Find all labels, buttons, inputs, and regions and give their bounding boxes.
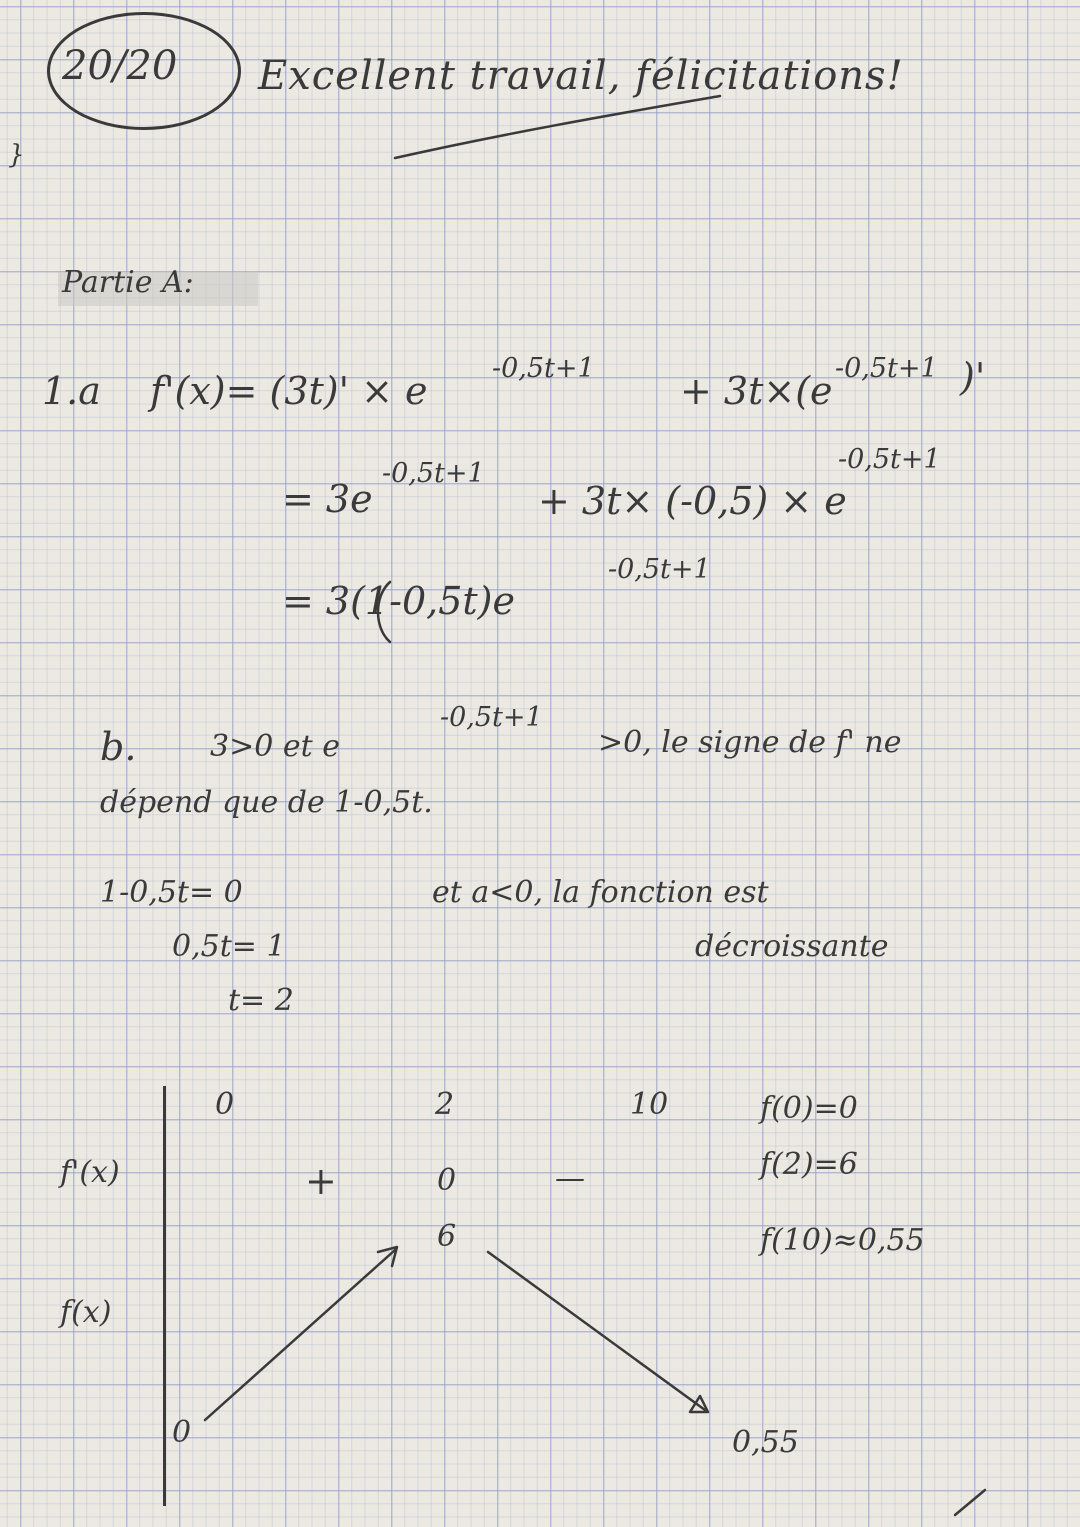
- row-label-function: f(x): [60, 1295, 112, 1330]
- question-1a-label: 1.a: [42, 369, 101, 413]
- f-value-at-0: 0: [172, 1415, 192, 1450]
- derivative-line-1-term-exponent: -0,5t+1: [835, 353, 938, 384]
- comment-underline-stroke: [395, 96, 720, 158]
- grade: 20/20: [62, 43, 178, 89]
- increasing-arrow: [205, 1250, 395, 1420]
- sign-line-2: dépend que de 1-0,5t.: [100, 785, 433, 820]
- margin-mark: }: [8, 140, 25, 170]
- value-f0: f(0)=0: [760, 1091, 858, 1126]
- derivative-line-2-term: + 3t× (-0,5) × e: [538, 479, 847, 523]
- teacher-comment: Excellent travail, félicitations!: [258, 53, 904, 99]
- equation-step-2: 0,5t= 1: [172, 929, 286, 964]
- table-x-0: 0: [215, 1087, 235, 1122]
- derivative-line-2-exponent: -0,5t+1: [382, 458, 485, 489]
- f-value-at-2: 6: [437, 1219, 457, 1254]
- section-title: Partie A:: [62, 265, 194, 300]
- f-value-at-10: 0,55: [732, 1425, 799, 1460]
- derivative-line-3: = 3(1-0,5t)e: [282, 579, 515, 623]
- paren-open-stroke: [378, 582, 390, 642]
- equation-step-1: 1-0,5t= 0: [100, 875, 243, 910]
- conclusion-line-2: décroissante: [695, 929, 889, 964]
- question-1b-label: b.: [100, 725, 137, 769]
- derivative-line-1: f'(x)= (3t)' × e: [150, 369, 428, 413]
- decreasing-arrow: [488, 1252, 705, 1410]
- corner-mark-stroke: [955, 1490, 985, 1515]
- value-f2: f(2)=6: [760, 1147, 858, 1182]
- sign-zero: 0: [437, 1163, 457, 1198]
- row-label-derivative: f'(x): [60, 1155, 120, 1190]
- derivative-line-1-close: )': [960, 355, 986, 399]
- derivative-line-2: = 3e: [282, 477, 373, 521]
- derivative-line-2-term-exponent: -0,5t+1: [838, 444, 941, 475]
- equation-step-3: t= 2: [228, 983, 294, 1018]
- table-x-10: 10: [630, 1087, 669, 1122]
- derivative-line-1-term: + 3t×(e: [680, 369, 833, 413]
- sign-line-1-exponent: -0,5t+1: [440, 702, 543, 733]
- derivative-line-3-exponent: -0,5t+1: [608, 554, 711, 585]
- sign-plus: +: [305, 1159, 337, 1203]
- value-f10: f(10)≈0,55: [760, 1223, 925, 1258]
- sign-minus: —: [555, 1161, 585, 1196]
- conclusion-line-1: et a<0, la fonction est: [432, 875, 769, 910]
- table-x-2: 2: [435, 1087, 455, 1122]
- sign-line-1-rest: >0, le signe de f' ne: [598, 725, 902, 760]
- derivative-line-1-exponent: -0,5t+1: [492, 353, 595, 384]
- sign-line-1: 3>0 et e: [210, 729, 340, 764]
